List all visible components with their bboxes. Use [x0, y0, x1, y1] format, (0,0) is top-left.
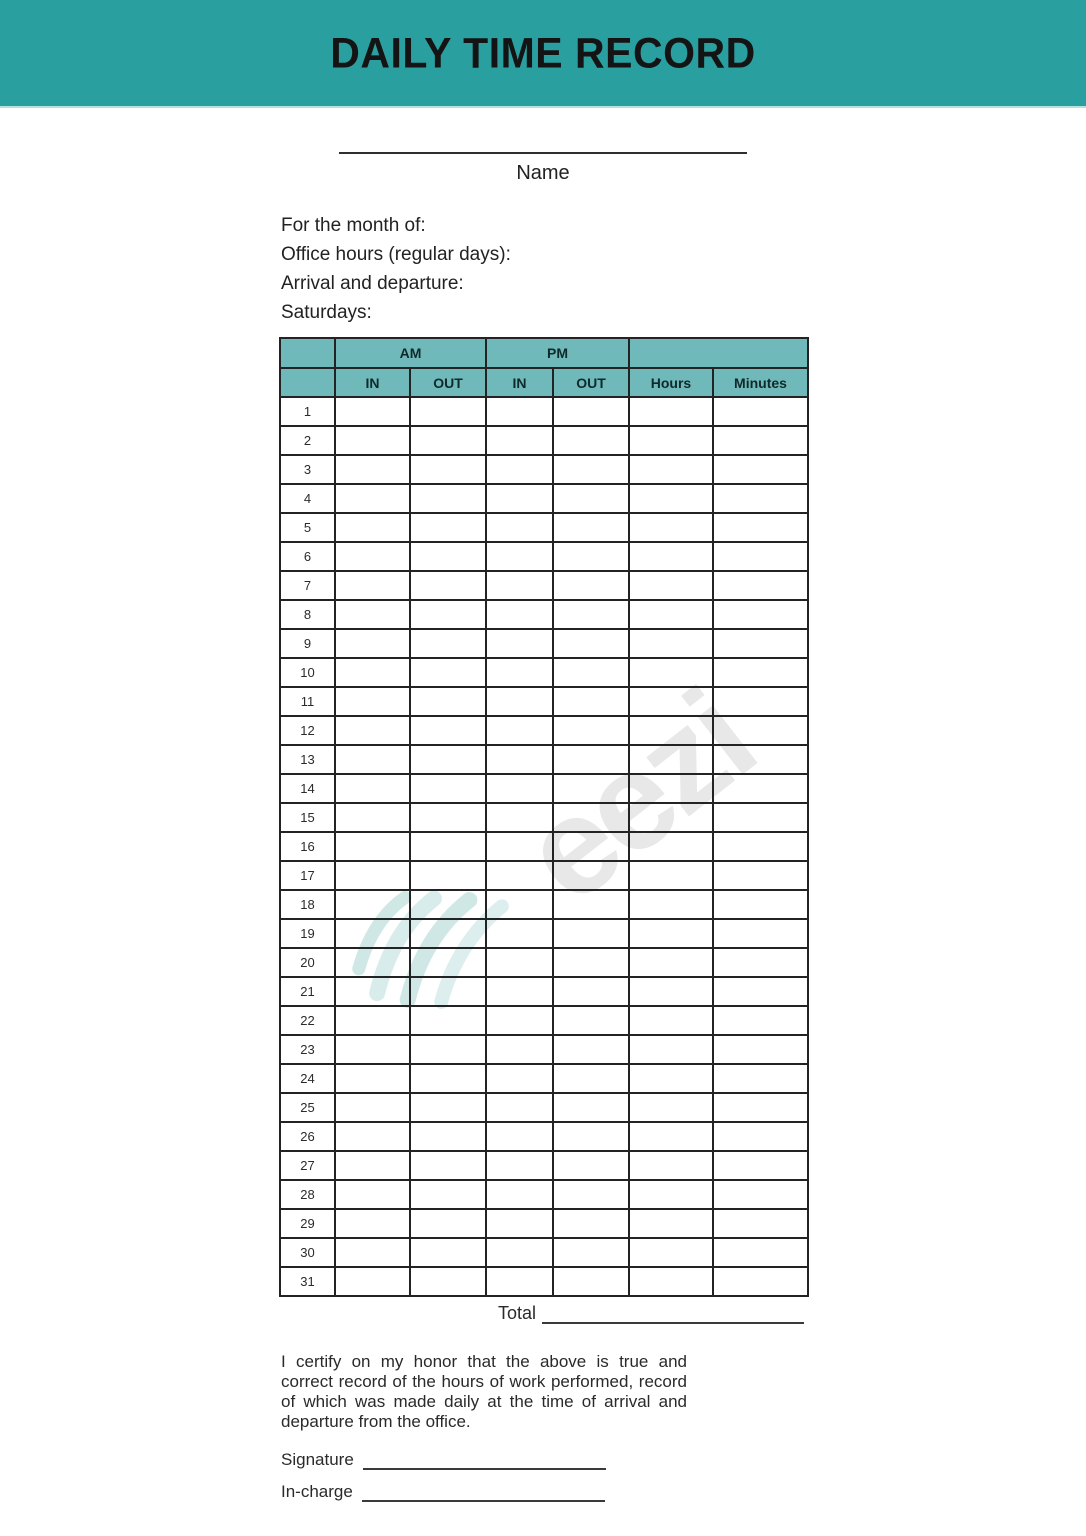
- day-number-cell: 17: [280, 861, 335, 890]
- entry-cell: [713, 687, 808, 716]
- day-number-cell: 31: [280, 1267, 335, 1296]
- entry-cell: [553, 1209, 629, 1238]
- entry-cell: [335, 948, 410, 977]
- entry-cell: [713, 455, 808, 484]
- entry-cell: [629, 542, 713, 571]
- entry-cell: [629, 1267, 713, 1296]
- in-charge-row: [281, 1482, 605, 1502]
- day-row: [280, 484, 808, 513]
- entry-cell: [486, 1122, 553, 1151]
- entry-cell: [553, 745, 629, 774]
- entry-cell: [629, 397, 713, 426]
- entry-cell: [410, 1064, 486, 1093]
- entry-cell: [553, 1151, 629, 1180]
- entry-cell: [629, 1122, 713, 1151]
- entry-cell: [629, 687, 713, 716]
- entry-cell: [713, 484, 808, 513]
- entry-cell: [629, 1151, 713, 1180]
- entry-cell: [486, 1238, 553, 1267]
- day-row: [280, 716, 808, 745]
- day-row: [280, 513, 808, 542]
- day-number-cell: 20: [280, 948, 335, 977]
- entry-cell: [486, 1093, 553, 1122]
- entry-cell: [713, 1122, 808, 1151]
- day-number-cell: 27: [280, 1151, 335, 1180]
- entry-cell: [629, 861, 713, 890]
- entry-cell: [410, 658, 486, 687]
- entry-cell: [410, 774, 486, 803]
- signature-row: [281, 1450, 606, 1470]
- entry-cell: [335, 1180, 410, 1209]
- entry-cell: [486, 1064, 553, 1093]
- entry-cell: [553, 629, 629, 658]
- group-header-row: [280, 338, 808, 368]
- certification-text: I certify on my honor that the above is true and correct record of the hours of work performed, record of which was made daily at the time of arrival and departure from the office.: [281, 1352, 687, 1431]
- entry-cell: [629, 948, 713, 977]
- entry-cell: [713, 745, 808, 774]
- entry-cell: [713, 948, 808, 977]
- day-number-cell: 3: [280, 455, 335, 484]
- day-number-cell: 29: [280, 1209, 335, 1238]
- entry-cell: [713, 542, 808, 571]
- day-row: [280, 948, 808, 977]
- entry-cell: [486, 861, 553, 890]
- entry-cell: [335, 1093, 410, 1122]
- entry-cell: [713, 832, 808, 861]
- entry-cell: [486, 687, 553, 716]
- entry-cell: [410, 1122, 486, 1151]
- in-charge-fill-line: [362, 1487, 605, 1502]
- entry-cell: [335, 426, 410, 455]
- time-record-table: [279, 337, 809, 1297]
- day-subheader-blank: [280, 368, 335, 397]
- entry-cell: [486, 484, 553, 513]
- entry-cell: [486, 513, 553, 542]
- day-header-blank: [280, 338, 335, 368]
- entry-cell: [713, 1180, 808, 1209]
- entry-cell: [410, 861, 486, 890]
- day-row: [280, 397, 808, 426]
- entry-cell: [553, 513, 629, 542]
- entry-cell: [410, 1151, 486, 1180]
- day-number-cell: 4: [280, 484, 335, 513]
- entry-cell: [410, 687, 486, 716]
- entry-cell: [486, 571, 553, 600]
- entry-cell: [713, 1064, 808, 1093]
- title-band: [0, 0, 1086, 108]
- entry-cell: [629, 455, 713, 484]
- entry-cell: [486, 455, 553, 484]
- entry-cell: [553, 426, 629, 455]
- name-label: Name: [516, 162, 570, 184]
- entry-cell: [410, 1209, 486, 1238]
- day-row: [280, 745, 808, 774]
- info-block: [281, 211, 511, 327]
- day-row: [280, 1093, 808, 1122]
- entry-cell: [713, 977, 808, 1006]
- entry-cell: [713, 1238, 808, 1267]
- signature-fill-line: [363, 1455, 606, 1470]
- day-number-cell: 30: [280, 1238, 335, 1267]
- total-fill-line: [542, 1306, 804, 1324]
- entry-cell: [410, 513, 486, 542]
- entry-cell: [335, 1151, 410, 1180]
- entry-cell: [335, 484, 410, 513]
- totals-header-blank: [629, 338, 808, 368]
- entry-cell: [629, 774, 713, 803]
- entry-cell: [410, 629, 486, 658]
- entry-cell: [629, 1093, 713, 1122]
- entry-cell: [335, 397, 410, 426]
- entry-cell: [629, 658, 713, 687]
- day-row: [280, 890, 808, 919]
- entry-cell: [486, 832, 553, 861]
- entry-cell: [553, 1238, 629, 1267]
- entry-cell: [553, 977, 629, 1006]
- entry-cell: [553, 803, 629, 832]
- day-row: [280, 774, 808, 803]
- arrival-departure-label: Arrival and departure:: [281, 273, 464, 294]
- day-number-cell: 7: [280, 571, 335, 600]
- day-number-cell: 15: [280, 803, 335, 832]
- page-title: DAILY TIME RECORD: [330, 28, 756, 77]
- entry-cell: [486, 1006, 553, 1035]
- entry-cell: [553, 890, 629, 919]
- entry-cell: [713, 1093, 808, 1122]
- day-row: [280, 1267, 808, 1296]
- day-number-cell: 25: [280, 1093, 335, 1122]
- entry-cell: [486, 716, 553, 745]
- am-out-header: OUT: [410, 368, 486, 397]
- day-row: [280, 803, 808, 832]
- name-fill-line: [339, 120, 747, 154]
- day-number-cell: 26: [280, 1122, 335, 1151]
- day-row: [280, 1122, 808, 1151]
- entry-cell: [629, 1180, 713, 1209]
- entry-cell: [335, 803, 410, 832]
- entry-cell: [629, 629, 713, 658]
- entry-cell: [713, 919, 808, 948]
- entry-cell: [335, 687, 410, 716]
- entry-cell: [335, 1006, 410, 1035]
- pm-out-header: OUT: [553, 368, 629, 397]
- entry-cell: [713, 1006, 808, 1035]
- entry-cell: [629, 745, 713, 774]
- entry-cell: [335, 1238, 410, 1267]
- entry-cell: [553, 1064, 629, 1093]
- entry-cell: [713, 803, 808, 832]
- entry-cell: [335, 977, 410, 1006]
- entry-cell: [553, 397, 629, 426]
- day-number-cell: 10: [280, 658, 335, 687]
- entry-cell: [335, 542, 410, 571]
- entry-cell: [713, 658, 808, 687]
- entry-cell: [335, 629, 410, 658]
- day-number-cell: 28: [280, 1180, 335, 1209]
- total-label: Total: [498, 1303, 537, 1323]
- entry-cell: [486, 803, 553, 832]
- day-row: [280, 600, 808, 629]
- entry-cell: [410, 1238, 486, 1267]
- entry-cell: [486, 1180, 553, 1209]
- entry-cell: [410, 745, 486, 774]
- entry-cell: [486, 542, 553, 571]
- entry-cell: [486, 397, 553, 426]
- entry-cell: [486, 426, 553, 455]
- entry-cell: [335, 1209, 410, 1238]
- signature-label: Signature: [281, 1450, 354, 1469]
- entry-cell: [553, 1035, 629, 1064]
- entry-cell: [486, 629, 553, 658]
- entry-cell: [553, 687, 629, 716]
- entry-cell: [713, 397, 808, 426]
- entry-cell: [713, 571, 808, 600]
- entry-cell: [553, 919, 629, 948]
- entry-cell: [335, 716, 410, 745]
- entry-cell: [713, 774, 808, 803]
- entry-cell: [486, 977, 553, 1006]
- hours-header: Hours: [629, 368, 713, 397]
- entry-cell: [335, 455, 410, 484]
- entry-cell: [713, 1267, 808, 1296]
- entry-cell: [553, 1093, 629, 1122]
- entry-cell: [713, 1035, 808, 1064]
- day-number-cell: 23: [280, 1035, 335, 1064]
- pm-group-header: PM: [486, 338, 629, 368]
- day-row: [280, 832, 808, 861]
- entry-cell: [713, 890, 808, 919]
- day-number-cell: 21: [280, 977, 335, 1006]
- entry-cell: [486, 919, 553, 948]
- entry-cell: [629, 571, 713, 600]
- day-number-cell: 9: [280, 629, 335, 658]
- day-row: [280, 977, 808, 1006]
- day-row: [280, 1035, 808, 1064]
- entry-cell: [553, 832, 629, 861]
- entry-cell: [410, 1006, 486, 1035]
- entry-cell: [335, 1064, 410, 1093]
- month-label: For the month of:: [281, 215, 426, 236]
- entry-cell: [553, 1006, 629, 1035]
- entry-cell: [410, 484, 486, 513]
- day-row: [280, 455, 808, 484]
- am-in-header: IN: [335, 368, 410, 397]
- entry-cell: [410, 977, 486, 1006]
- pm-in-header: IN: [486, 368, 553, 397]
- day-number-cell: 2: [280, 426, 335, 455]
- minutes-header: Minutes: [713, 368, 808, 397]
- entry-cell: [629, 513, 713, 542]
- entry-cell: [629, 1006, 713, 1035]
- day-row: [280, 1006, 808, 1035]
- entry-cell: [553, 571, 629, 600]
- entry-cell: [410, 1035, 486, 1064]
- entry-cell: [713, 426, 808, 455]
- entry-cell: [553, 716, 629, 745]
- day-number-cell: 1: [280, 397, 335, 426]
- entry-cell: [553, 658, 629, 687]
- day-number-cell: 5: [280, 513, 335, 542]
- day-number-cell: 6: [280, 542, 335, 571]
- entry-cell: [335, 600, 410, 629]
- day-number-cell: 16: [280, 832, 335, 861]
- name-block: [339, 120, 747, 185]
- entry-cell: [629, 890, 713, 919]
- entry-cell: [486, 600, 553, 629]
- day-row: [280, 571, 808, 600]
- entry-cell: [410, 455, 486, 484]
- entry-cell: [713, 1151, 808, 1180]
- entry-cell: [713, 513, 808, 542]
- entry-cell: [410, 1180, 486, 1209]
- entry-cell: [629, 716, 713, 745]
- entry-cell: [486, 658, 553, 687]
- day-row: [280, 861, 808, 890]
- entry-cell: [335, 1122, 410, 1151]
- entry-cell: [713, 861, 808, 890]
- entry-cell: [713, 600, 808, 629]
- entry-cell: [410, 426, 486, 455]
- entry-cell: [553, 774, 629, 803]
- entry-cell: [410, 542, 486, 571]
- entry-cell: [410, 803, 486, 832]
- entry-cell: [629, 803, 713, 832]
- day-number-cell: 8: [280, 600, 335, 629]
- day-row: [280, 1180, 808, 1209]
- entry-cell: [629, 1064, 713, 1093]
- entry-cell: [713, 629, 808, 658]
- day-number-cell: 13: [280, 745, 335, 774]
- eezi-watermark-text: eezi: [495, 662, 780, 932]
- day-row: [280, 1238, 808, 1267]
- entry-cell: [486, 890, 553, 919]
- entry-cell: [486, 1209, 553, 1238]
- entry-cell: [486, 774, 553, 803]
- entry-cell: [335, 658, 410, 687]
- entry-cell: [713, 716, 808, 745]
- entry-cell: [553, 861, 629, 890]
- day-row: [280, 1064, 808, 1093]
- entry-cell: [410, 600, 486, 629]
- day-row: [280, 1209, 808, 1238]
- entry-cell: [629, 426, 713, 455]
- entry-cell: [410, 1267, 486, 1296]
- total-row: [498, 1303, 804, 1324]
- entry-cell: [410, 919, 486, 948]
- entry-cell: [486, 1151, 553, 1180]
- entry-cell: [335, 745, 410, 774]
- am-group-header: AM: [335, 338, 486, 368]
- entry-cell: [553, 484, 629, 513]
- day-number-cell: 24: [280, 1064, 335, 1093]
- day-number-cell: 11: [280, 687, 335, 716]
- entry-cell: [629, 1209, 713, 1238]
- entry-cell: [553, 1180, 629, 1209]
- day-number-cell: 12: [280, 716, 335, 745]
- entry-cell: [335, 832, 410, 861]
- entry-cell: [410, 716, 486, 745]
- entry-cell: [335, 919, 410, 948]
- entry-cell: [410, 832, 486, 861]
- entry-cell: [410, 397, 486, 426]
- entry-cell: [410, 1093, 486, 1122]
- entry-cell: [410, 948, 486, 977]
- entry-cell: [553, 948, 629, 977]
- entry-cell: [553, 1267, 629, 1296]
- office-hours-label: Office hours (regular days):: [281, 244, 511, 265]
- in-charge-label: In-charge: [281, 1482, 353, 1501]
- day-row: [280, 687, 808, 716]
- sub-header-row: [280, 368, 808, 397]
- entry-cell: [629, 977, 713, 1006]
- day-row: [280, 1151, 808, 1180]
- entry-cell: [486, 948, 553, 977]
- day-number-cell: 19: [280, 919, 335, 948]
- saturdays-label: Saturdays:: [281, 302, 372, 323]
- entry-cell: [629, 919, 713, 948]
- day-number-cell: 22: [280, 1006, 335, 1035]
- day-row: [280, 426, 808, 455]
- entry-cell: [713, 1209, 808, 1238]
- entry-cell: [629, 484, 713, 513]
- entry-cell: [629, 1238, 713, 1267]
- entry-cell: [629, 1035, 713, 1064]
- entry-cell: [553, 542, 629, 571]
- day-number-cell: 14: [280, 774, 335, 803]
- day-row: [280, 629, 808, 658]
- entry-cell: [410, 890, 486, 919]
- day-row: [280, 542, 808, 571]
- entry-cell: [335, 571, 410, 600]
- entry-cell: [335, 861, 410, 890]
- day-number-cell: 18: [280, 890, 335, 919]
- day-row: [280, 919, 808, 948]
- entry-cell: [335, 1035, 410, 1064]
- entry-cell: [335, 774, 410, 803]
- entry-cell: [486, 1267, 553, 1296]
- entry-cell: [335, 1267, 410, 1296]
- entry-cell: [410, 571, 486, 600]
- entry-cell: [486, 1035, 553, 1064]
- entry-cell: [553, 600, 629, 629]
- entry-cell: [486, 745, 553, 774]
- entry-cell: [553, 455, 629, 484]
- day-row: [280, 658, 808, 687]
- entry-cell: [335, 890, 410, 919]
- entry-cell: [629, 600, 713, 629]
- entry-cell: [553, 1122, 629, 1151]
- table-body: [280, 397, 808, 1296]
- entry-cell: [629, 832, 713, 861]
- entry-cell: [335, 513, 410, 542]
